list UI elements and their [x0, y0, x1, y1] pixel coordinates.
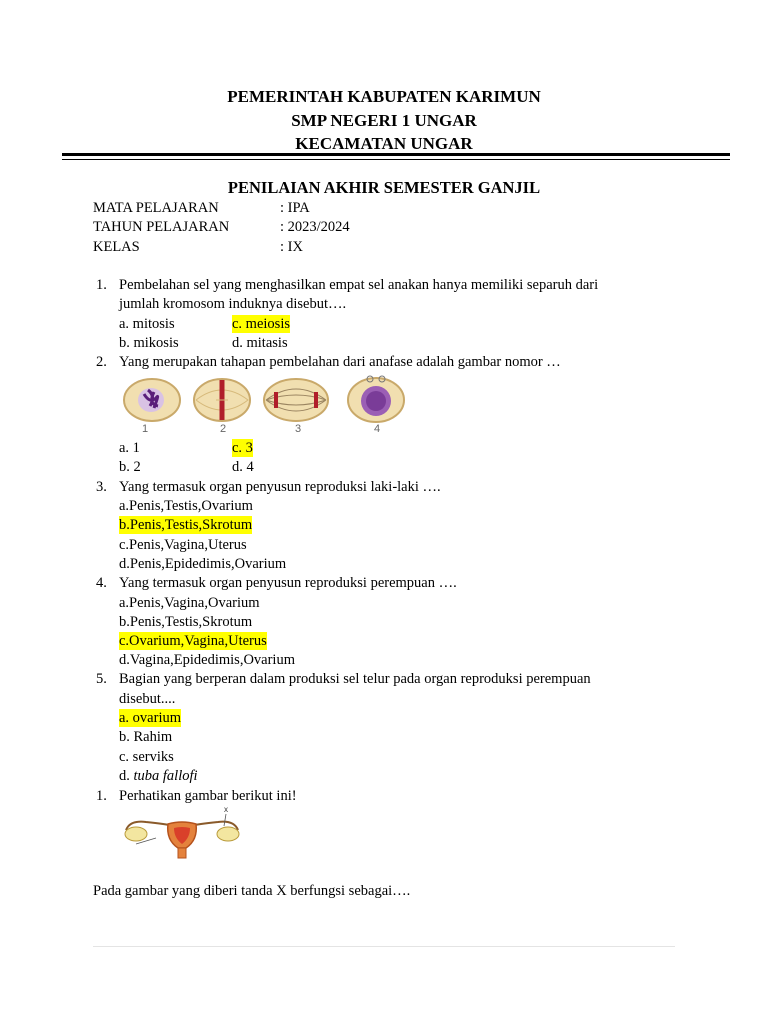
q5-option-a-answer: a. ovarium [119, 710, 182, 726]
q5-text-line2: disebut.... [119, 691, 176, 707]
female-reproductive-figure [116, 804, 248, 860]
q1-number: 1. [96, 277, 107, 293]
cell-division-stages-image [120, 370, 412, 436]
female-reproductive-organ-image [116, 804, 248, 860]
q5-number: 5. [96, 671, 107, 687]
cell-division-figure [120, 370, 412, 436]
q4-option-c-answer: c.Ovarium,Vagina,Uterus [119, 633, 267, 649]
q4-text: Yang termasuk organ penyusun reproduksi perempuan …. [119, 575, 457, 591]
q3-text: Yang termasuk organ penyusun reproduksi laki-laki …. [119, 479, 441, 495]
q5-text-line1: Bagian yang berperan dalam produksi sel telur pada organ reproduksi perempuan [119, 671, 591, 687]
q5-option-d [119, 767, 198, 785]
info-key: TAHUN PELAJARAN [93, 219, 230, 235]
q3-option-c: c.Penis,Vagina,Uterus [119, 537, 247, 553]
cell-stage-3 [264, 379, 328, 421]
q2-number: 2. [96, 354, 107, 370]
q3-option-d: d.Penis,Epidedimis,Ovarium [119, 556, 287, 572]
cell-stage-1 [124, 379, 180, 421]
header-rule-thick [62, 153, 730, 156]
q2-option-a: a. 1 [119, 440, 140, 456]
stage-label-4: 4 [374, 423, 381, 435]
q4-option-b: b.Penis,Testis,Skrotum [119, 614, 253, 630]
q2-option-d: d. 4 [232, 459, 254, 475]
q2-text: Yang merupakan tahapan pembelahan dari anafase adalah gambar nomor … [119, 354, 561, 370]
q2-option-c-answer: c. 3 [232, 440, 253, 456]
page-bottom-divider [93, 946, 675, 947]
cell-stage-2 [194, 379, 250, 421]
q4-number: 4. [96, 575, 107, 591]
stage-label-2: 2 [220, 423, 227, 435]
q6-text: Perhatikan gambar berikut ini! [119, 788, 297, 804]
cell-stage-4 [348, 376, 404, 422]
q4-option-a: a.Penis,Vagina,Ovarium [119, 595, 260, 611]
q1-option-a: a. mitosis [119, 316, 175, 332]
header-school: SMP NEGERI 1 UNGAR [291, 111, 477, 130]
q3-option-a: a.Penis,Testis,Ovarium [119, 498, 253, 514]
info-value: : IX [280, 239, 303, 255]
figure-x-mark: x [224, 805, 228, 814]
header-district: KECAMATAN UNGAR [295, 134, 473, 153]
q5-option-d-prefix: d. [119, 768, 134, 784]
header-rule-thin [62, 159, 730, 160]
q3-option-b-answer: b.Penis,Testis,Skrotum [119, 517, 253, 533]
q5-option-c: c. serviks [119, 749, 174, 765]
q1-option-b: b. mikosis [119, 335, 179, 351]
q1-text-line1: Pembelahan sel yang menghasilkan empat sel anakan hanya memiliki separuh dari [119, 277, 599, 293]
info-value: : 2023/2024 [280, 219, 350, 235]
info-key: MATA PELAJARAN [93, 200, 219, 216]
stage-label-1: 1 [142, 423, 149, 435]
q3-number: 3. [96, 479, 107, 495]
info-value: : IPA [280, 200, 310, 216]
info-key: KELAS [93, 239, 140, 255]
exam-title: PENILAIAN AKHIR SEMESTER GANJIL [227, 178, 541, 197]
q1-option-d: d. mitasis [232, 335, 288, 351]
q5-option-d-term: tuba fallofi [133, 768, 198, 784]
q6-followup-text: Pada gambar yang diberi tanda X berfungsi sebagai…. [93, 883, 411, 899]
header-government: PEMERINTAH KABUPATEN KARIMUN [227, 87, 541, 106]
q1-text-line2: jumlah kromosom induknya disebut…. [119, 296, 347, 312]
q5-option-b: b. Rahim [119, 729, 173, 745]
q1-option-c-answer: c. meiosis [232, 316, 290, 332]
q2-option-b: b. 2 [119, 459, 141, 475]
stage-label-3: 3 [295, 423, 302, 435]
q6-number: 1. [96, 788, 107, 804]
q4-option-d: d.Vagina,Epidedimis,Ovarium [119, 652, 295, 668]
